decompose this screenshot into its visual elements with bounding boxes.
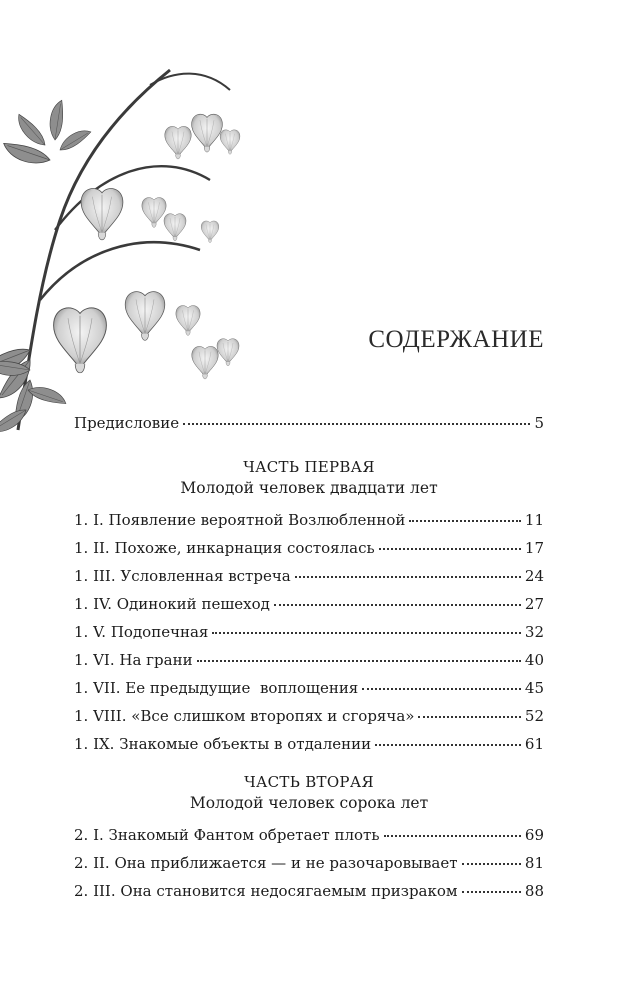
toc-entry[interactable] [74,594,544,614]
toc-entry-page: 81 [524,854,544,872]
flowers-middle-arc [81,189,219,243]
toc-entry-label: 1. II. Похоже, инкарнация состоялась [74,539,375,557]
toc-entry-label: 2. III. Она становится недосягаемым призраком [74,882,458,900]
toc-entry-page: 32 [524,623,544,641]
flowers-top-arc [165,114,240,159]
part-label: ЧАСТЬ ПЕРВАЯ [243,458,375,476]
toc-entry-label: 2. I. Знакомый Фантом обретает плоть [74,826,380,844]
dot-leader [409,516,521,522]
toc-entry-page: 27 [524,595,544,613]
toc-entry-page: 17 [524,539,544,557]
dot-leader [183,419,530,425]
dot-leader [197,656,521,662]
toc-entry-page: 45 [524,679,544,697]
dot-leader [418,712,520,718]
toc-entry[interactable] [74,734,544,754]
page-title: СОДЕРЖАНИЕ [368,326,544,353]
toc-entry-label: 1. III. Условленная встреча [74,567,291,585]
toc-entry-page: 5 [534,414,544,432]
toc-entry-label: 1. I. Появление вероятной Возлюбленной [74,511,406,529]
part-heading-2 [74,772,544,814]
toc-entry-label: 1. VI. На грани [74,651,193,669]
toc-entry-label: 2. II. Она приближается — и не разочаровывает [74,854,458,872]
toc-entry[interactable] [74,510,544,530]
toc-entry-page: 61 [524,735,544,753]
toc-entry-label: 1. V. Подопечная [74,623,209,641]
toc-entry-label: 1. IX. Знакомые объекты в отдалении [74,735,372,753]
part-label: ЧАСТЬ ВТОРАЯ [244,773,374,791]
flowers-lower-arc [54,292,239,379]
toc-entry-label: Предисловие [74,414,180,432]
toc-entry-page: 52 [524,707,544,725]
dot-leader [295,572,521,578]
dot-leader [384,831,521,837]
toc-entry-label: 1. IV. Одинокий пешеход [74,595,270,613]
dot-leader [375,740,521,746]
dot-leader [212,628,521,634]
toc-entry[interactable] [74,622,544,642]
dot-leader [362,684,521,690]
part-subtitle: Молодой человек сорока лет [189,794,429,812]
toc-entry-label: 1. VII. Ее предыдущие воплощения [74,679,359,697]
part-subtitle: Молодой человек двадцати лет [180,479,438,497]
toc-entry[interactable] [74,853,544,873]
toc-entry[interactable] [74,538,544,558]
dot-leader [274,600,521,606]
bleeding-heart-illustration [0,50,250,440]
leaf-cluster-bottom [0,347,68,435]
toc-entry-preface[interactable] [74,413,544,433]
toc-entry[interactable] [74,650,544,670]
dot-leader [379,544,521,550]
toc-entry-page: 69 [524,826,544,844]
toc-entry-page: 11 [524,511,544,529]
toc-entry-page: 88 [524,882,544,900]
toc-entry[interactable] [74,678,544,698]
toc-entry-page: 40 [524,651,544,669]
dot-leader [462,859,521,865]
dot-leader [462,887,521,893]
toc-entry-label: 1. VIII. «Все слишком второпях и сгоряча» [74,707,415,725]
toc-entry-page: 24 [524,567,544,585]
toc-entry[interactable] [74,881,544,901]
part-heading-1 [74,457,544,499]
toc-entry[interactable] [74,706,544,726]
leaf-cluster-top [1,99,94,173]
toc-entry[interactable] [74,566,544,586]
toc-entry[interactable] [74,825,544,845]
